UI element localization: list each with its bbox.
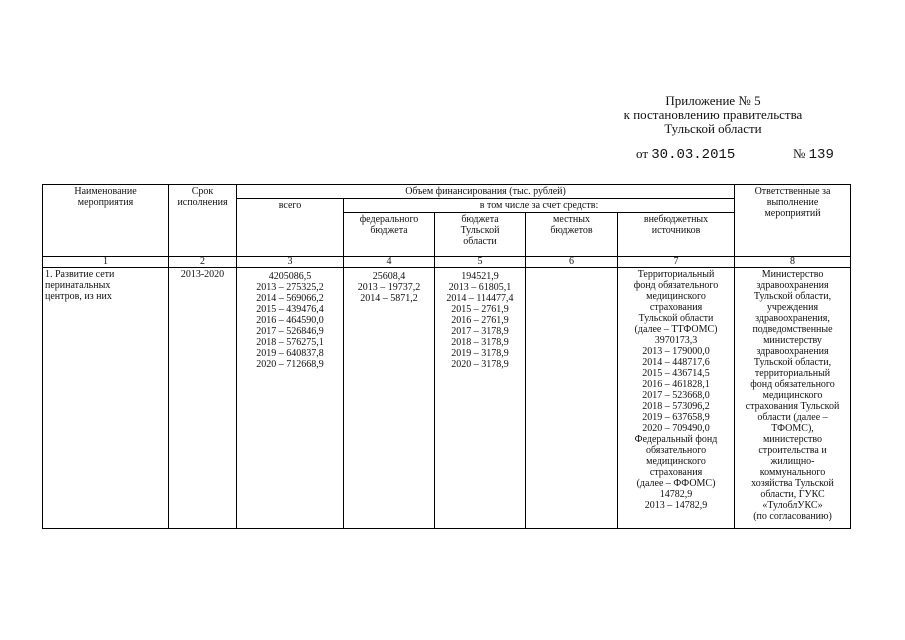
cell-term: 2013-2020 — [169, 268, 237, 529]
decree-date-number — [636, 146, 834, 163]
cell-responsible: Министерство здравоохранения Тульской области, учреждения здравоохранения, подведомственные министерству здравоохранения Тульской области, территориальный фонд обязательного медицинского страхования Тульской области (далее – ТФОМС), министерство строительства и жилищно- коммунального хозяйства Тульской области, ГУКС «ТулоблУКС» (по согласованию) — [735, 268, 851, 529]
appendix-subtitle: к постановлению правительства — [623, 107, 803, 122]
decree-number-block — [793, 146, 834, 163]
number-prefix: № — [793, 146, 806, 161]
cell-regional: 194521,9 2013 – 61805,1 2014 – 114477,4 2015 – 2761,9 2016 – 2761,9 2017 – 3178,9 2018 – 3178,9 2019 – 3178,9 2020 – 3178,9 — [435, 268, 526, 529]
header-responsible: Ответственные за выполнение мероприятий — [735, 185, 851, 257]
col-number: 1 — [43, 257, 169, 268]
header-name: Наименование мероприятия — [43, 185, 169, 257]
header-row-1 — [43, 185, 851, 199]
cell-total: 4205086,5 2013 – 275325,2 2014 – 569066,2 2015 – 439476,4 2016 – 464590,0 2017 – 526846,9 2018 – 576275,1 2019 – 640837,8 2020 – 712668,9 — [237, 268, 344, 529]
table-row — [43, 268, 851, 529]
header-total: всего — [237, 199, 344, 257]
header-volume: Объем финансирования (тыс. рублей) — [237, 185, 735, 199]
header-extra: внебюджетных источников — [618, 213, 735, 257]
header-regional: бюджета Тульской области — [435, 213, 526, 257]
header-federal: федерального бюджета — [344, 213, 435, 257]
decree-date: 30.03.2015 — [651, 147, 736, 163]
col-number: 6 — [526, 257, 618, 268]
column-number-row — [43, 257, 851, 268]
col-number: 8 — [735, 257, 851, 268]
cell-extra: Территориальный фонд обязательного медицинского страхования Тульской области (далее – ТТФОМС) 3970173,3 2013 – 179000,0 2014 – 448717,6 2015 – 436714,5 2016 – 461828,1 2017 – 523668,0 2018 – 573096,2 2019 – 637658,9 2020 – 709490,0 Федеральный фонд обязательного медицинского страхования (далее – ФФОМС) 14782,9 2013 – 14782,9 — [618, 268, 735, 529]
col-number: 5 — [435, 257, 526, 268]
header-term: Срок исполнения — [169, 185, 237, 257]
decree-number: 139 — [808, 147, 834, 163]
header-including: в том числе за счет средств: — [344, 199, 735, 213]
col-number: 2 — [169, 257, 237, 268]
document-header — [583, 94, 843, 136]
appendix-title: Приложение № 5 — [665, 93, 761, 108]
financing-table — [42, 184, 851, 529]
cell-federal: 25608,4 2013 – 19737,2 2014 – 5871,2 — [344, 268, 435, 529]
header-local: местных бюджетов — [526, 213, 618, 257]
cell-local — [526, 268, 618, 529]
col-number: 7 — [618, 257, 735, 268]
col-number: 3 — [237, 257, 344, 268]
cell-name: 1. Развитие сети перинатальных центров, из них — [43, 268, 169, 529]
col-number: 4 — [344, 257, 435, 268]
appendix-region: Тульской области — [664, 121, 762, 136]
date-prefix: от — [636, 146, 649, 161]
